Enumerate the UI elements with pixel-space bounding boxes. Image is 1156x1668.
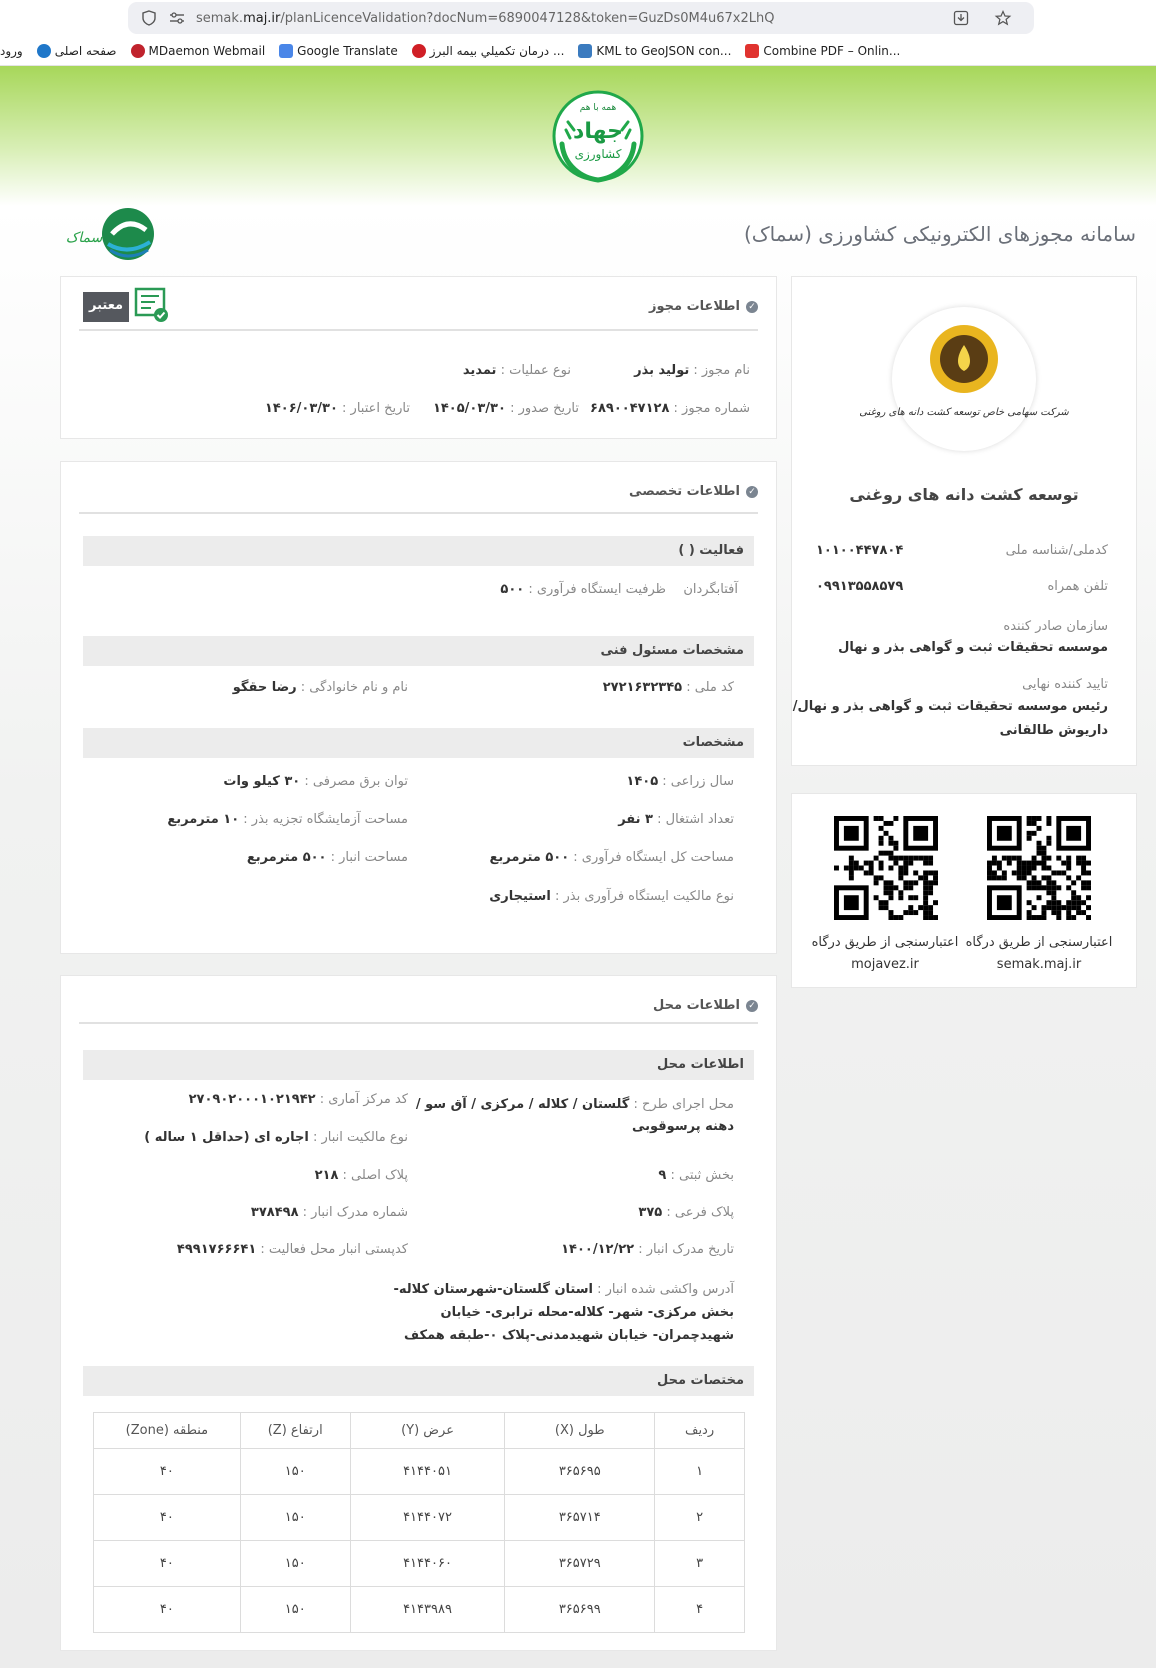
label: محل اجرای طرح : (633, 1097, 734, 1112)
value: ۳۷۸۴۹۸ (250, 1205, 299, 1220)
bookmark-alborz-insurance[interactable] (412, 44, 565, 58)
caption-link: semak.maj.ir (996, 957, 1082, 972)
bookmark-kml[interactable] (578, 44, 731, 58)
table-row (94, 1587, 745, 1633)
issuer-value: موسسه تحقیقات ثبت و گواهی بذر و نهال (838, 640, 1108, 655)
kml-favicon-icon (578, 44, 592, 58)
label: کدپستی انبار محل فعالیت : (260, 1242, 408, 1257)
approver-value-line1: رئیس موسسه تحقیقات ثبت و گواهی بذر و نهال/ (792, 699, 1108, 714)
value: ۴۹۹۱۷۶۶۶۴۱ (176, 1242, 257, 1257)
cell-y: ۴۱۴۴۰۷۲ (350, 1495, 505, 1541)
capacity-field (500, 582, 666, 597)
value: ۵۰۰ مترمربع (489, 850, 570, 865)
value: ۱۴۰۰/۱۲/۲۲ (561, 1242, 635, 1257)
url-prefix: semak. (196, 10, 244, 26)
logo-tagline: همه با هم (579, 103, 617, 113)
address-bar[interactable] (128, 2, 1034, 34)
col-z-header: ارتفاع (Z) (240, 1413, 350, 1449)
approver-value-line2: داریوش طالقانی (999, 723, 1108, 738)
coordinates-table (93, 1412, 745, 1633)
value: ۵۰۰ مترمربع (246, 850, 327, 865)
col-y-header: عرض (Y) (350, 1413, 505, 1449)
home-favicon-icon (37, 44, 51, 58)
value: ۶۸۹۰۰۴۷۱۲۸ (590, 401, 670, 416)
specifications-band: مشخصات (83, 728, 754, 758)
value: ۲۷۲۱۶۳۲۳۴۵ (602, 680, 683, 695)
caption-line: اعتبارسنجی از طریق درگاه (965, 935, 1113, 950)
value: تولید بذر (634, 363, 690, 378)
col-zone-header: منطقه (Zone) (94, 1413, 241, 1449)
qr-validation-card (791, 793, 1137, 988)
table-row (94, 1495, 745, 1541)
value: استان گلستان-شهرستان کلاله- (393, 1282, 593, 1297)
bookmark-combine-pdf[interactable] (745, 44, 900, 58)
cell-y: ۴۱۴۴۰۵۱ (350, 1449, 505, 1495)
browser-toolbar (0, 0, 1156, 66)
semak-logo (60, 208, 160, 266)
technical-officer-band: مشخصات مسئول فنی (83, 636, 754, 666)
status-area (83, 287, 171, 327)
col-row-header: ردیف (655, 1413, 745, 1449)
cell-z: ۱۵۰ (240, 1541, 350, 1587)
table-row (94, 1449, 745, 1495)
specialty-section-title (629, 484, 758, 499)
phone-value: ۰۹۹۱۳۵۵۸۵۷۹ (816, 579, 904, 594)
label: تاریخ صدور : (510, 401, 579, 416)
label: مساحت آزمایشگاه تجزیه بذر : (243, 812, 408, 827)
label: مساحت انبار : (330, 850, 408, 865)
qr-code-mojavez[interactable] (834, 816, 938, 920)
label: پلاک اصلی : (342, 1168, 408, 1183)
qr-code-semak[interactable] (987, 816, 1091, 920)
url-host: maj.ir (243, 10, 281, 26)
label: پلاک فرعی : (666, 1205, 734, 1220)
national-id-label: کدملی/شناسه ملی (1005, 543, 1108, 558)
caption-line: اعتبارسنجی از طریق درگاه (811, 935, 959, 950)
label: آدرس واکشی شده انبار : (597, 1282, 734, 1297)
cell-x: ۳۶۵۶۹۹ (505, 1587, 655, 1633)
label: کد ملی : (686, 680, 734, 695)
staff-count-field (618, 812, 734, 827)
officer-name-field (233, 680, 408, 695)
label: نوع مالکیت انبار : (312, 1130, 408, 1145)
value: اجاره ای (حداقل ۱ ساله ) (144, 1130, 309, 1145)
license-info-card (60, 276, 777, 439)
qr-caption-semak (964, 932, 1114, 976)
site-settings-icon[interactable] (168, 9, 186, 27)
license-section-title (649, 299, 758, 314)
star-bookmark-icon[interactable] (994, 9, 1012, 27)
label: نوع مالکیت ایستگاه فرآوری بذر : (554, 889, 734, 904)
location-info-card (60, 975, 777, 1651)
label: تاریخ اعتبار : (342, 401, 410, 416)
cell-z: ۱۵۰ (240, 1495, 350, 1541)
label: نام و نام خانوادگی : (300, 680, 408, 695)
value: ۱۴۰۵/۰۳/۳۰ (432, 401, 506, 416)
value: ۲۱۸ (314, 1168, 339, 1183)
company-logo-caption: شرکت سهامی خاص توسعه کشت دانه های روغنی (859, 407, 1069, 418)
value: ۱۴۰۵ (626, 774, 659, 789)
label: بخش ثبتی : (670, 1168, 734, 1183)
value: گلستان / کلاله / مرکزی / آق سو / (415, 1097, 630, 1112)
warehouse-address-field (394, 1278, 735, 1347)
value: ۳۰ کیلو وات (223, 774, 301, 789)
license-title-text: اطلاعات مجوز (649, 299, 740, 314)
lab-area-field (167, 812, 408, 827)
officer-national-id-field (603, 680, 734, 695)
label: توان برق مصرفی : (304, 774, 408, 789)
cell-z: ۱۵۰ (240, 1449, 350, 1495)
check-circle-icon: ✓ (746, 1000, 758, 1012)
label: تعداد اشتغال : (657, 812, 734, 827)
label: ظرفیت ایستگاه فرآوری : (528, 582, 666, 597)
value: استیجاری (489, 889, 551, 904)
phone-label: تلفن همراه (1047, 579, 1108, 594)
mdaemon-favicon-icon (131, 44, 145, 58)
value: ۱۴۰۶/۰۳/۳۰ (264, 401, 338, 416)
project-site-field (416, 1094, 734, 1138)
table-row (94, 1541, 745, 1587)
label: مساحت کل ایستگاه فرآوری : (573, 850, 734, 865)
license-number-field (590, 401, 750, 416)
warehouse-doc-date-field (561, 1242, 734, 1257)
issuer-label: سازمان صادر کننده (1003, 619, 1108, 634)
issue-date-field (433, 401, 579, 416)
label: نام مجوز : (693, 363, 750, 378)
specialty-info-card (60, 461, 777, 954)
bookmark-label: صفحه اصلی (54, 44, 117, 58)
cell-row: ۴ (655, 1587, 745, 1633)
cell-zone: ۴۰ (94, 1587, 241, 1633)
value: رضا حقگو (232, 680, 297, 695)
semak-logo-text: سماک (65, 230, 103, 246)
cell-y: ۴۱۴۴۰۶۰ (350, 1541, 505, 1587)
bookmark-label: درمان تکميلي بيمه البرز ... (429, 44, 565, 58)
location-title-text: اطلاعات محل (653, 998, 740, 1013)
value: ۵۰۰ (500, 582, 525, 597)
bookmark-home[interactable] (37, 44, 117, 58)
sub-plate-field (638, 1205, 734, 1220)
warehouse-doc-number-field (251, 1205, 408, 1220)
status-badge: معتبر (83, 292, 129, 322)
license-name-field (634, 363, 750, 378)
qr-caption-mojavez (810, 932, 960, 976)
table-header-row (94, 1413, 745, 1449)
cell-row: ۲ (655, 1495, 745, 1541)
bookmark-login[interactable] (0, 44, 23, 58)
value: شهیدچمران- خیابان شهیدمدنی-پلاک ٠-طبقه همکف (404, 1328, 734, 1343)
activity-band: فعالیت ( ) (83, 536, 754, 566)
registry-section-field (658, 1168, 734, 1183)
label: کد مرکز آماری : (319, 1092, 408, 1107)
stat-center-field (189, 1092, 408, 1107)
approver-label: تایید کننده نهایی (1022, 677, 1108, 692)
bookmark-mdaemon[interactable] (131, 44, 266, 58)
value: ۲۷۰۹۰۲۰۰۰۱۰۲۱۹۴۲ (188, 1092, 316, 1107)
logo-sub-text: کشاورزی (574, 147, 622, 161)
divider (79, 512, 758, 514)
url-path: /planLicenceValidation?docNum=6890047128&token=GuzDs0M4u67x2LhQ (280, 10, 775, 26)
bookmark-label: Google Translate (297, 44, 398, 58)
cell-y: ۴۱۴۳۹۸۹ (350, 1587, 505, 1633)
alborz-favicon-icon (412, 44, 426, 58)
cell-x: ۳۶۵۷۲۹ (505, 1541, 655, 1587)
value: ۱۰ مترمربع (167, 812, 240, 827)
value: ۳۷۵ (638, 1205, 663, 1220)
crop-year-field (626, 774, 734, 789)
main-plate-field (315, 1168, 408, 1183)
divider (79, 329, 758, 331)
jahad-keshavarzi-logo (548, 86, 648, 186)
cell-z: ۱۵۰ (240, 1587, 350, 1633)
specialty-title-text: اطلاعات تخصصی (629, 484, 740, 499)
cell-row: ۱ (655, 1449, 745, 1495)
company-logo (859, 307, 1069, 451)
cell-x: ۳۶۵۶۹۵ (505, 1449, 655, 1495)
location-section-title (653, 998, 758, 1013)
warehouse-ownership-field (144, 1130, 408, 1145)
pdf-favicon-icon (745, 44, 759, 58)
verified-document-icon (133, 287, 171, 327)
warehouse-area-field (247, 850, 408, 865)
label: شماره مجوز : (673, 401, 750, 416)
station-area-field (489, 850, 734, 865)
bookmarks-bar (0, 40, 900, 62)
bookmark-label: MDaemon Webmail (148, 44, 266, 58)
label: تاریخ مدرک انبار : (638, 1242, 734, 1257)
bookmark-google-translate[interactable] (279, 44, 398, 58)
warehouse-postal-code-field (177, 1242, 408, 1257)
cell-zone: ۴۰ (94, 1541, 241, 1587)
divider (79, 1022, 758, 1024)
caption-link: mojavez.ir (851, 957, 919, 972)
value: بخش مرکزی- شهر- کلاله-محله ترابری- خیابان (440, 1305, 734, 1320)
check-circle-icon: ✓ (746, 301, 758, 313)
value: ۹ (658, 1168, 667, 1183)
download-page-icon[interactable] (952, 9, 970, 27)
translate-favicon-icon (279, 44, 293, 58)
company-name: توسعه کشت دانه های روغنی (849, 485, 1079, 504)
national-id-value: ۱۰۱۰۰۴۴۷۸۰۴ (816, 543, 904, 558)
url-text[interactable] (196, 11, 952, 26)
check-circle-icon: ✓ (746, 486, 758, 498)
operation-type-field (463, 363, 571, 378)
label: نوع عملیات : (500, 363, 571, 378)
bookmark-label: ورود (0, 44, 23, 58)
power-field (223, 774, 408, 789)
cell-x: ۳۶۵۷۱۴ (505, 1495, 655, 1541)
cell-zone: ۴۰ (94, 1495, 241, 1541)
company-info-card (791, 276, 1137, 766)
bookmark-label: Combine PDF – Onlin... (763, 44, 901, 58)
value: ۳ نفر (618, 812, 653, 827)
coordinates-band: مختصات محل (83, 1366, 754, 1396)
col-x-header: طول (X) (505, 1413, 655, 1449)
shield-icon[interactable] (140, 9, 158, 27)
activity-item: آفتابگردان (683, 582, 738, 597)
page-title: سامانه مجوزهای الکترونیکی کشاورزی (سماک) (743, 222, 1136, 246)
cell-zone: ۴۰ (94, 1449, 241, 1495)
value: تمدید (462, 363, 497, 378)
cell-row: ۳ (655, 1541, 745, 1587)
label: شماره مدرک انبار : (302, 1205, 408, 1220)
value: دهنه پرسوقوبی (631, 1119, 734, 1134)
ownership-field (489, 889, 734, 904)
bookmark-label: KML to GeoJSON con... (596, 44, 732, 58)
logo-main-text: جهاد (573, 119, 623, 144)
label: سال زراعی : (662, 774, 734, 789)
expiry-date-field (265, 401, 410, 416)
location-band: اطلاعات محل (83, 1050, 754, 1080)
